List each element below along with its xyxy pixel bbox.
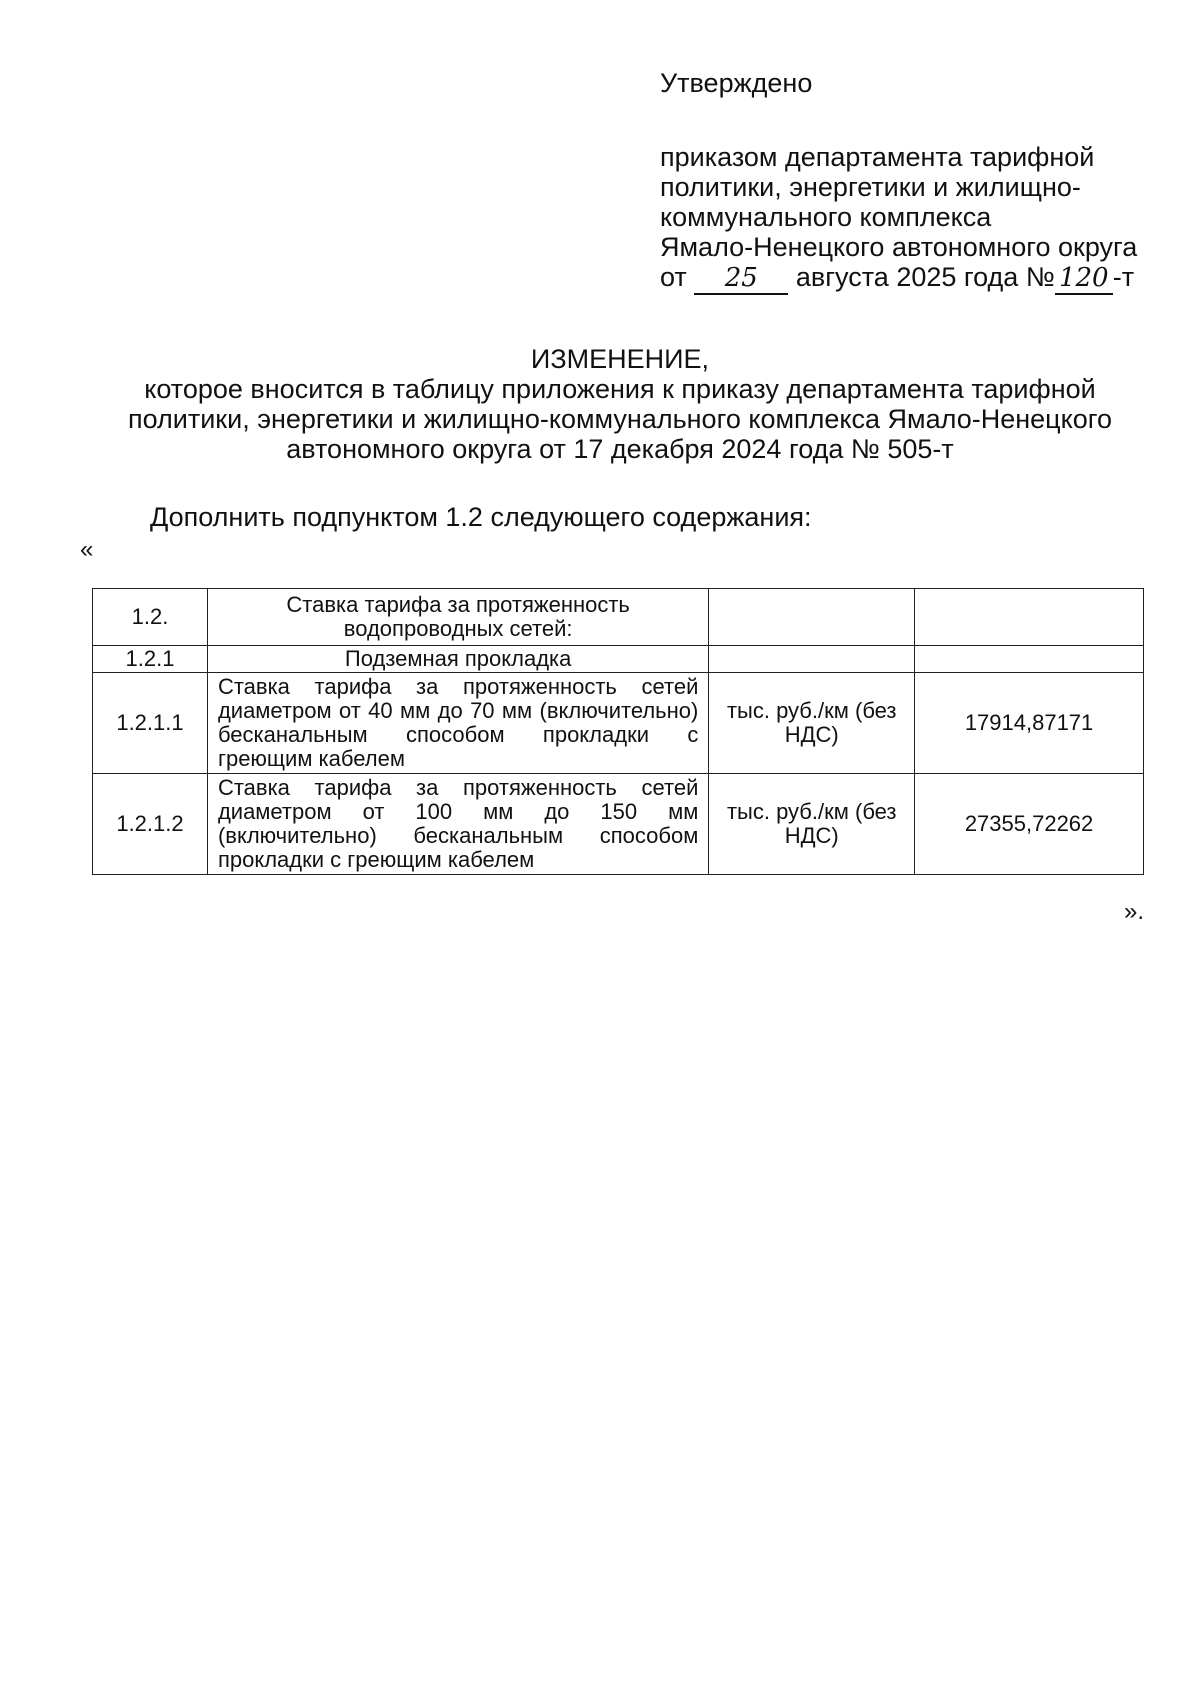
document-heading <box>90 344 1150 464</box>
heading-line: политики, энергетики и жилищно-коммунального комплекса Ямало-Ненецкого <box>127 404 1113 434</box>
row-value: 27355,72262 <box>915 774 1144 875</box>
row-code: 1.2.1.1 <box>93 673 208 774</box>
row-unit: тыс. руб./км (без НДС) <box>709 774 915 875</box>
row-code: 1.2.1 <box>93 646 208 673</box>
approval-line: политики, энергетики и жилищно- <box>660 172 1081 202</box>
approval-date-line <box>660 262 1160 295</box>
row-unit <box>709 589 915 646</box>
heading-title: ИЗМЕНЕНИЕ, <box>530 344 710 374</box>
heading-line: автономного округа от 17 декабря 2024 года № 505-т <box>286 434 954 464</box>
heading-line: которое вносится в таблицу приложения к приказу департамента тарифной <box>144 374 1096 404</box>
tariff-table <box>92 588 1144 875</box>
approval-line: приказом департамента тарифной <box>660 142 1095 172</box>
date-prefix: от <box>660 262 687 292</box>
table-row <box>93 646 1144 673</box>
intro-text: Дополнить подпунктом 1.2 следующего содержания: <box>150 502 812 532</box>
table-row <box>93 774 1144 875</box>
order-suffix: -т <box>1112 262 1135 292</box>
approval-line: Ямало-Ненецкого автономного округа <box>660 232 1138 262</box>
approval-block <box>660 68 1160 295</box>
row-description: Ставка тарифа за протяженность сетей диаметром от 40 мм до 70 мм (включительно) бесканальным способом прокладки с греющим кабелем <box>207 673 708 774</box>
row-value: 17914,87171 <box>915 673 1144 774</box>
handwritten-day: 25 <box>694 263 788 295</box>
table-row <box>93 589 1144 646</box>
row-unit <box>709 646 915 673</box>
date-rest: августа 2025 года № <box>795 262 1055 292</box>
row-description: Ставка тарифа за протяженность водопроводных сетей: <box>207 589 708 646</box>
row-value <box>915 646 1144 673</box>
row-code: 1.2. <box>93 589 208 646</box>
approval-title: Утверждено <box>660 68 813 98</box>
row-description: Ставка тарифа за протяженность сетей диаметром от 100 мм до 150 мм (включительно) бесканальным способом прокладки с греющим кабелем <box>207 774 708 875</box>
approval-line: коммунального комплекса <box>660 202 992 232</box>
handwritten-order-number: 120 <box>1055 263 1113 295</box>
table-row <box>93 673 1144 774</box>
row-value <box>915 589 1144 646</box>
row-code: 1.2.1.2 <box>93 774 208 875</box>
close-quote: ». <box>1124 898 1145 925</box>
row-description: Подземная прокладка <box>207 646 708 673</box>
row-unit: тыс. руб./км (без НДС) <box>709 673 915 774</box>
open-quote: « <box>80 536 94 563</box>
